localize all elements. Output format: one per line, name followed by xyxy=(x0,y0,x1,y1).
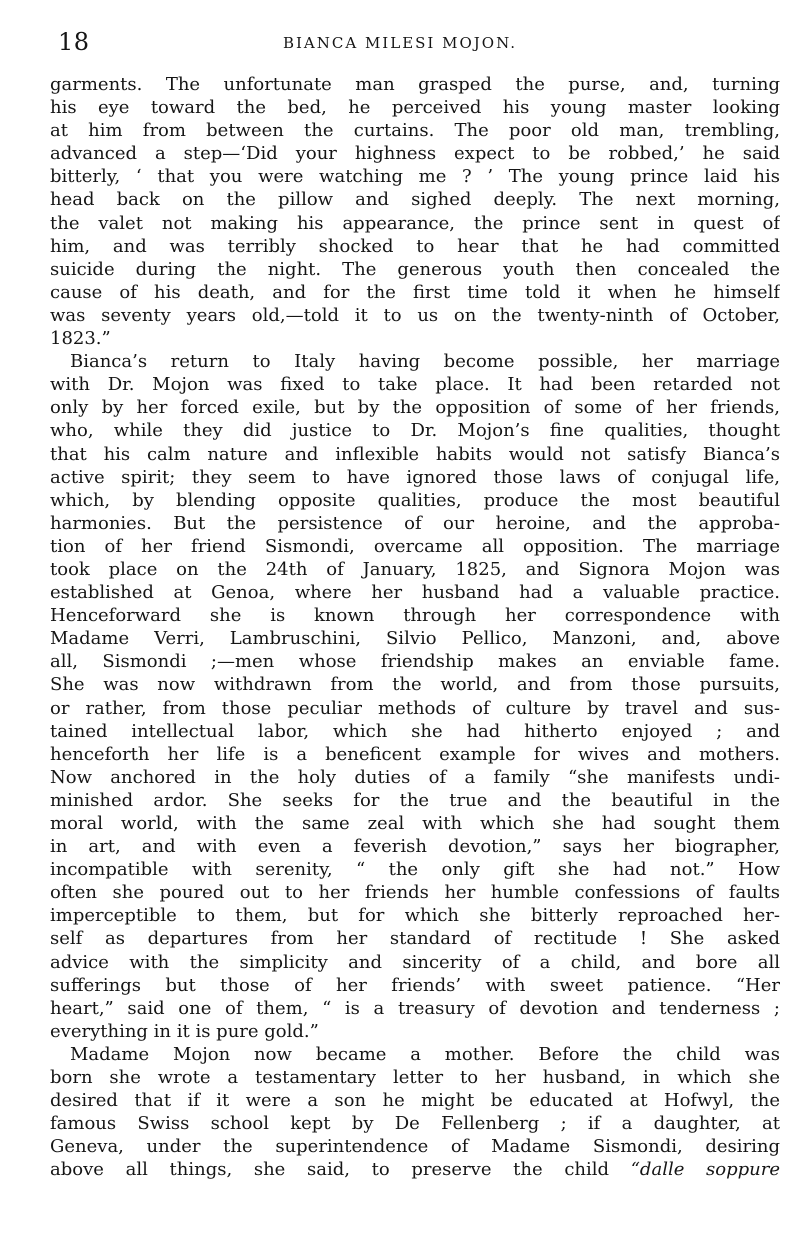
text-line: suicide during the night. The generous youth then concealed the xyxy=(50,258,780,280)
text-line: henceforth her life is a beneficent example for wives and mothers. xyxy=(50,743,780,765)
text-line: bitterly, ‘ that you were watching me ? ’ The young prince laid his xyxy=(50,166,780,188)
text-line: who, while they did justice to Dr. Mojon’s fine qualities, thought xyxy=(50,420,780,442)
paragraph-2 xyxy=(50,350,780,1043)
text-line: born she wrote a testamentary letter to her husband, in which she xyxy=(50,1067,780,1089)
text-line: active spirit; they seem to have ignored those laws of conjugal life, xyxy=(50,466,780,488)
text-line: famous Swiss school kept by De Fellenberg ; if a daughter, at xyxy=(50,1113,780,1135)
paragraph-3 xyxy=(50,1043,780,1182)
page-number: 18 xyxy=(58,28,90,56)
text-line: cause of his death, and for the first time told it when he himself xyxy=(50,281,780,303)
text-line: Henceforward she is known through her correspondence with xyxy=(50,605,780,627)
text-line: him, and was terribly shocked to hear that he had committed xyxy=(50,235,780,257)
text-line: harmonies. But the persistence of our heroine, and the approba- xyxy=(50,512,780,534)
text-line: that his calm nature and inflexible habits would not satisfy Bianca’s xyxy=(50,443,780,465)
text-line: took place on the 24th of January, 1825, and Signora Mojon was xyxy=(50,558,780,580)
text-line: imperceptible to them, but for which she bitterly reproached her- xyxy=(50,905,780,927)
text-line: self as departures from her standard of rectitude ! She asked xyxy=(50,928,780,950)
text-line: established at Genoa, where her husband had a valuable practice. xyxy=(50,582,780,604)
text-line: 1823.” xyxy=(50,328,111,350)
text-line: the valet not making his appearance, the prince sent in quest of xyxy=(50,212,780,234)
text-line: all, Sismondi ;—men whose friendship makes an enviable fame. xyxy=(50,651,780,673)
text-line: tained intellectual labor, which she had hitherto enjoyed ; and xyxy=(50,720,780,742)
text-line: Madame Verri, Lambruschini, Silvio Pellico, Manzoni, and, above xyxy=(50,628,780,650)
text-line: Bianca’s return to Italy having become possible, her marriage xyxy=(70,351,780,373)
page-header xyxy=(26,26,774,60)
text-line: in art, and with even a feverish devotion,” says her biographer, xyxy=(50,836,780,858)
text-line: Madame Mojon now became a mother. Before the child was xyxy=(70,1043,780,1065)
text-line: only by her forced exile, but by the opposition of some of her friends, xyxy=(50,397,780,419)
text-line: or rather, from those peculiar methods of culture by travel and sus- xyxy=(50,697,780,719)
text-segment: above all things, she said, to preserve the child xyxy=(50,1159,631,1181)
italic-phrase: “dalle soppure xyxy=(630,1159,780,1181)
text-line: often she poured out to her friends her humble confessions of faults xyxy=(50,882,780,904)
text-line-last xyxy=(50,1158,780,1181)
text-line: garments. The unfortunate man grasped the purse, and, turning xyxy=(50,74,780,95)
body-text xyxy=(50,73,780,1182)
paragraph-1 xyxy=(50,73,780,350)
text-line: heart,” said one of them, “ is a treasury of devotion and tenderness ; xyxy=(50,997,780,1019)
text-line: head back on the pillow and sighed deeply. The next morning, xyxy=(50,189,780,211)
text-line: with Dr. Mojon was fixed to take place. It had been retarded not xyxy=(50,374,780,396)
running-head: BIANCA MILESI MOJON. xyxy=(282,34,518,52)
text-line: at him from between the curtains. The poor old man, trembling, xyxy=(50,120,780,142)
text-line: advice with the simplicity and sincerity of a child, and bore all xyxy=(50,951,780,973)
text-line: incompatible with serenity, “ the only gift she had not.” How xyxy=(50,859,780,881)
text-line: Geneva, under the superintendence of Madame Sismondi, desiring xyxy=(50,1136,780,1158)
text-line: desired that if it were a son he might be educated at Hofwyl, the xyxy=(50,1090,780,1112)
text-line: which, by blending opposite qualities, produce the most beautiful xyxy=(50,489,780,511)
text-line: minished ardor. She seeks for the true and the beautiful in the xyxy=(50,789,780,811)
text-line: advanced a step—‘Did your highness expect to be robbed,’ he said xyxy=(50,143,780,165)
text-line: tion of her friend Sismondi, overcame all opposition. The marriage xyxy=(50,535,780,557)
text-line: was seventy years old,—told it to us on the twenty-ninth of October, xyxy=(50,304,780,326)
text-line: his eye toward the bed, he perceived his young master looking xyxy=(50,97,780,119)
text-line: sufferings but those of her friends’ with sweet patience. “Her xyxy=(50,974,780,996)
text-line: She was now withdrawn from the world, and from those pursuits, xyxy=(50,674,780,696)
text-line: Now anchored in the holy duties of a family “she manifests undi- xyxy=(50,766,780,788)
text-line: everything in it is pure gold.” xyxy=(50,1020,319,1042)
text-line: moral world, with the same zeal with which she had sought them xyxy=(50,813,780,834)
